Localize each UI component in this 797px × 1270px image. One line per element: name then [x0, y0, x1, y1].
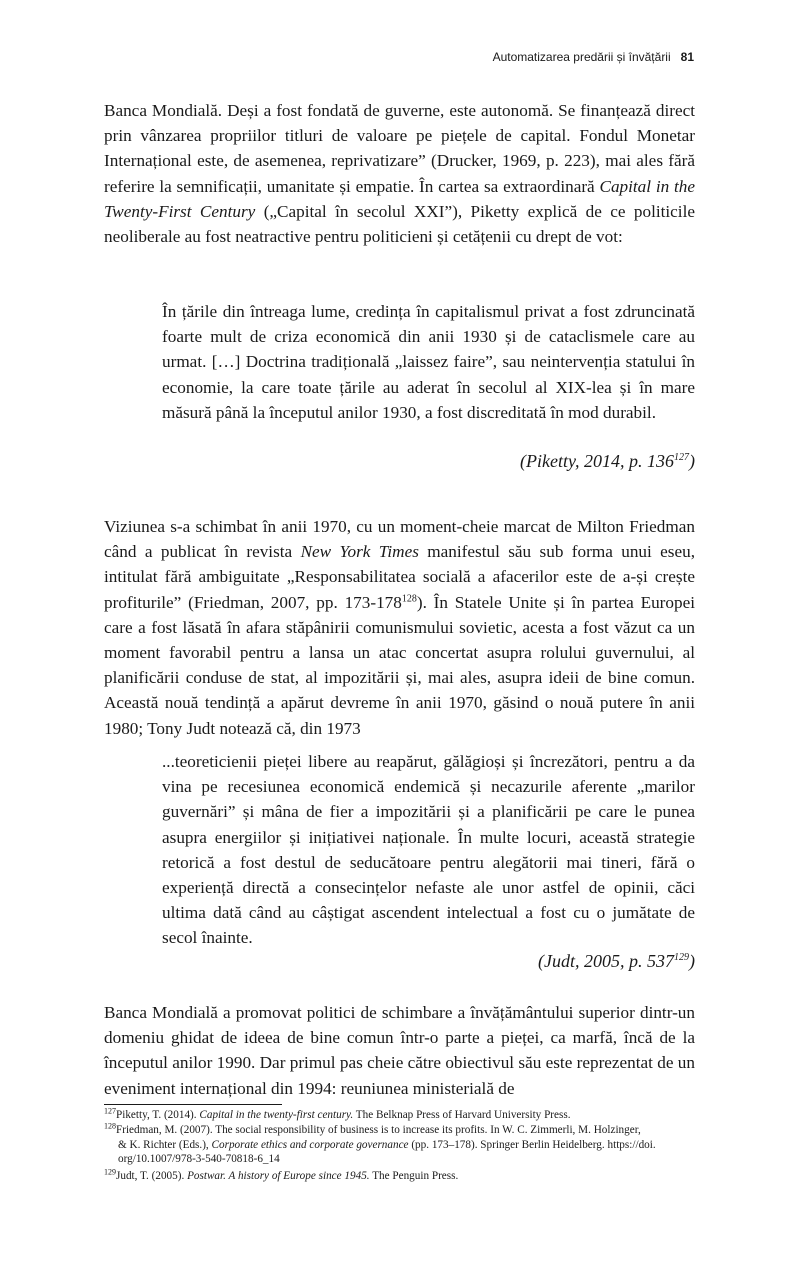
book-title-capital: Capital in the Twenty-First Century: [104, 176, 695, 221]
paragraph-1-text-a: Banca Mondială. Deși a fost fondată de guverne, este autonomă. Se finanțează direct prin vânzarea propriilor titluri de valoare pe piețele de capital. Fondul Monetar Internațional este, de asemenea, reprivatizare” (Drucker, 1969, p. 223), mai ales fără referire la semnificații, umanitate și empatie. În cartea sa extraordinară: [104, 101, 695, 196]
paragraph-2-text-c: ). În Statele Unite și în partea Europei care a fost lăsată în afara stăpânirii comunismului sovietic, acesta a fost văzut ca un moment favorabil pentru a lansa un atac concertat asupra rolului guvernului, al planificării conduse de stat, al impozitării și, mai ales, asupra ideii de bine comun. Această nouă tendință a apărut devreme în anii 1970, găsind o nouă putere în anii 1980; Tony Judt notează că, din 1973: [104, 592, 695, 738]
footnote-128-text-b: & K. Richter (Eds.),: [118, 1138, 212, 1151]
footnote-128-number: 128: [104, 1121, 116, 1131]
paragraph-2: [104, 514, 695, 741]
citation-piketty: [520, 451, 695, 472]
citation-judt-text: (Judt, 2005, p. 537: [538, 951, 674, 971]
footnote-128-title: Corporate ethics and corporate governance: [211, 1138, 409, 1151]
citation-judt: [538, 951, 695, 972]
block-quote-piketty-text: În țările din întreaga lume, credința în capitalismul privat a fost zdruncinată foarte mult de criza economică din anii 1930 și de cataclismele care au urmat. […] Doctrina tradițională „laissez faire”, sau neintervenția statului în economie, la care toate țările au aderat în secolul al XIX-lea și în mare măsură până la începutul anilor 1930, a fost discreditată în mod durabil.: [162, 302, 695, 422]
footnote-127-text-b: The Belknap Press of Harvard University Press.: [353, 1109, 571, 1121]
block-quote-piketty: [162, 299, 695, 425]
paragraph-3-text: Banca Mondială a promovat politici de schimbare a învățământului superior dintr-un domeniu ghidat de ideea de bine comun într-o parte a pieței, ca marfă, încă de la începutul anilor 1990. Dar primul pas cheie către obiectivul său este reprezentat de un eveniment internațional din 1994: reuniunea ministerială de: [104, 1003, 695, 1098]
block-quote-judt-text: ...teoreticienii pieței libere au reapărut, gălăgioși și încrezători, pentru a da vina pe recesiunea economică endemică și necazurile aferente „marilor guvernări” și mâna de fier a impozitării și a planificării pe care le punea asupra energiilor și inițiativei naționale. În multe locuri, această strategie retorică a fost destul de seducătoare pentru alegătorii mai tineri, fără o experiență directă a consecințelor nefaste ale unor astfel de opinii, căci ultima dată când au câștigat ascendent intelectual a fost cu o jumătate de secol înainte.: [162, 752, 695, 948]
paragraph-3: [104, 1000, 695, 1101]
footnote-128-continuation: [104, 1138, 695, 1153]
block-quote-judt: [162, 749, 695, 951]
footnote-ref-128: 128: [401, 592, 417, 604]
footnote-128-text-a: Friedman, M. (2007). The social responsibility of business is to increase its profits. In W. C. Zimmerli, M. Holzinger,: [116, 1124, 641, 1136]
footnote-128-text-c: (pp. 173–178). Springer Berlin Heidelberg. https://doi.: [408, 1138, 656, 1151]
footnote-129-title: Postwar. A history of Europe since 1945.: [187, 1170, 370, 1182]
footnote-127-title: Capital in the twenty-first century.: [199, 1109, 354, 1121]
footnote-129-number: 129: [104, 1167, 116, 1177]
footnote-divider: [104, 1104, 282, 1105]
journal-title-nyt: New York Times: [300, 542, 419, 562]
footnote-127-number: 127: [104, 1106, 116, 1116]
paragraph-2-text-b: manifestul său sub forma unui eseu, intitulat fără ambiguitate „Responsabilitatea socială a afacerilor este de a-și crește profiturile” (Friedman, 2007, pp. 173-178: [104, 542, 695, 612]
footnote-127-text-a: Piketty, T. (2014).: [116, 1109, 200, 1121]
paragraph-1-text-b: („Capital în secolul XXI”), Piketty explică de ce politicile neoliberale au fost neatractive pentru politicieni și cetățenii cu drept de vot:: [104, 201, 695, 247]
citation-piketty-close: ): [689, 451, 695, 471]
paragraph-2-text-a: Viziunea s-a schimbat în anii 1970, cu un moment-cheie marcat de Milton Friedman când a publicat în revista: [104, 517, 695, 562]
citation-piketty-text: (Piketty, 2014, p. 136: [520, 451, 674, 471]
footnote-129-text-a: Judt, T. (2005).: [116, 1170, 188, 1182]
running-title: Automatizarea predării și învățării: [492, 50, 671, 64]
citation-piketty-sup: 127: [674, 452, 689, 463]
paragraph-1: [104, 98, 695, 249]
footnote-129-text-b: The Penguin Press.: [369, 1170, 459, 1182]
running-header: [493, 50, 694, 64]
citation-judt-sup: 129: [674, 952, 689, 963]
footnote-129: [104, 1169, 695, 1184]
footnote-127: [104, 1108, 695, 1123]
footnote-128-doi: org/10.1007/978-3-540-70818-6_14: [118, 1153, 280, 1165]
footnote-128: [104, 1123, 695, 1167]
page-number: 81: [680, 50, 694, 64]
citation-judt-close: ): [689, 951, 695, 971]
